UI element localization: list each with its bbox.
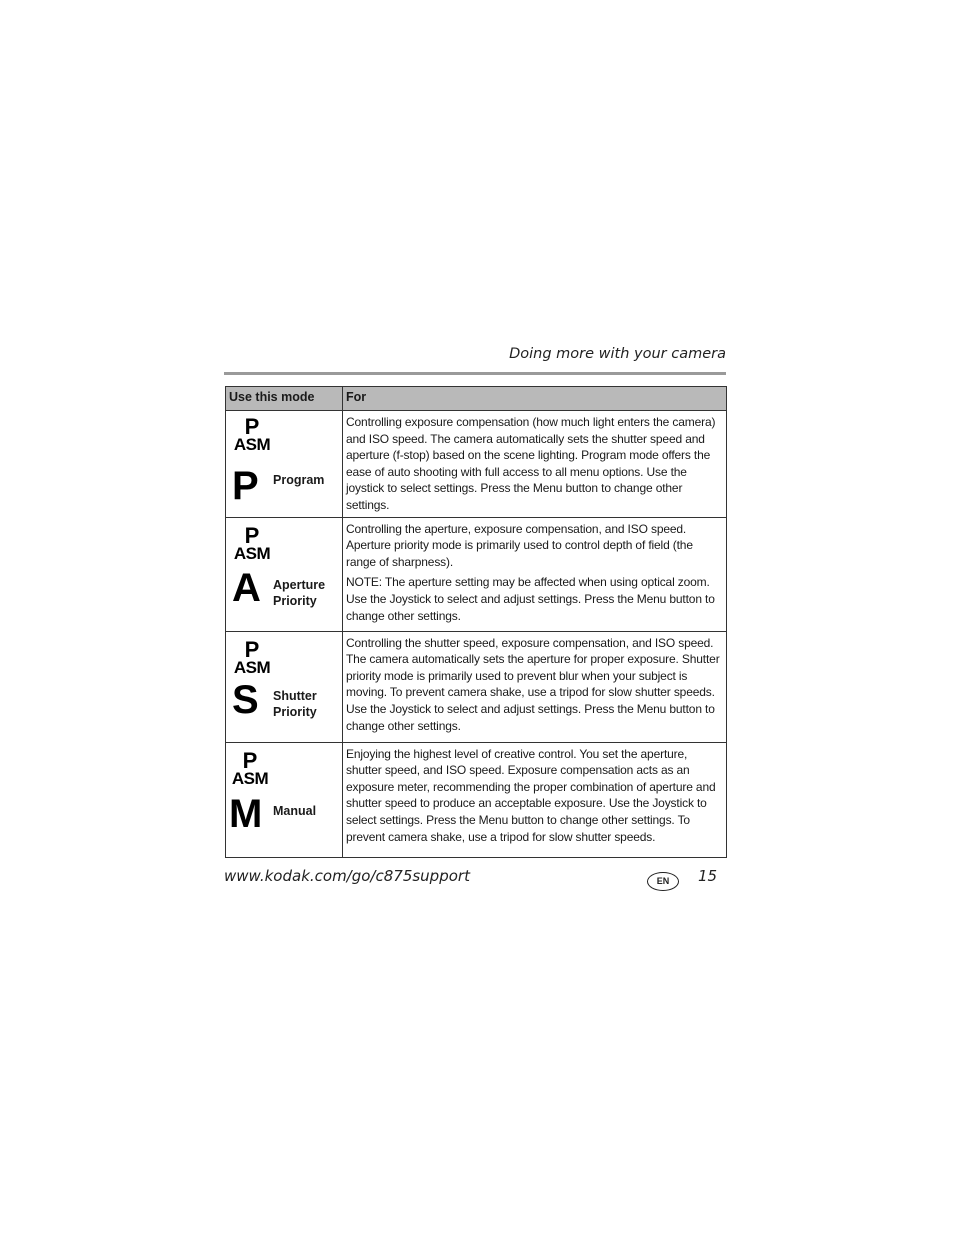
mode-cell-program <box>226 411 343 518</box>
mode-label-aperture-priority: Aperture Priority <box>273 577 326 609</box>
mode-dial-icon: P ASM <box>233 522 271 563</box>
mode-label-manual: Manual <box>273 803 317 818</box>
mode-dial-icon: P ASM <box>231 747 269 788</box>
mode-description-program: Controlling exposure compensation (how much light enters the camera) and ISO speed. The camera automatically sets the shutter speed and aperture (f-stop) based on the scene lighting. Program mode offers the ease of auto shooting with full access to all menu options. Use the joystick to select settings. Press the Menu button to change other settings. <box>343 411 727 518</box>
mode-description-manual: Enjoying the highest level of creative control. You set the aperture, shutter speed, and ISO speed. Exposure compensation acts as an exposure meter, recommending the proper combination of aperture and shutter speed to produce an acceptable exposure. Use the Joystick to select settings. Press the Menu button to change other settings. To prevent camera shake, use a tripod for slow shutter speeds. <box>343 742 727 857</box>
support-url-link[interactable]: www.kodak.com/go/c875support <box>224 867 470 885</box>
mode-dial-icon: P ASM <box>233 414 271 454</box>
mode-cell-shutter-priority <box>226 631 343 742</box>
table-row <box>226 742 727 857</box>
mode-label-program: Program <box>273 473 325 487</box>
mode-cell-manual <box>226 742 343 857</box>
table-row <box>226 517 727 631</box>
column-header-for: For <box>343 387 727 411</box>
mode-cell-aperture-priority <box>226 517 343 631</box>
mode-dial-icon: P ASM <box>233 636 271 677</box>
table-row <box>226 631 727 742</box>
header-divider <box>224 372 726 375</box>
program-mode-icon: P <box>232 464 259 508</box>
manual-mode-icon: M <box>229 791 263 836</box>
running-header: Doing more with your camera <box>509 346 726 362</box>
page-number: 15 <box>698 867 718 885</box>
language-badge: EN <box>647 872 679 891</box>
shooting-modes-table <box>225 386 727 858</box>
table-header-row <box>226 387 727 411</box>
table-row <box>226 411 727 518</box>
mode-description-aperture-priority: Controlling the aperture, exposure compensation, and ISO speed. Aperture priority mode is primarily used to control depth of field (the range of sharpness). NOTE: The aperture setting may be affected when using optical zoom. Use the Joystick to select and adjust settings. Press the Menu button to change other settings. <box>343 517 727 631</box>
column-header-mode: Use this mode <box>226 387 343 411</box>
mode-label-shutter-priority: Shutter Priority <box>273 688 317 720</box>
aperture-mode-icon: A <box>232 565 261 610</box>
mode-description-shutter-priority: Controlling the shutter speed, exposure compensation, and ISO speed. The camera automatically sets the aperture for proper exposure. Shutter priority mode is primarily used to prevent blur when your subject is moving. To prevent camera shake, use a tripod for slow shutter speeds. Use the Joystick to select and adjust settings. Press the Menu button to change other settings. <box>343 631 727 742</box>
shutter-mode-icon: S <box>232 677 259 722</box>
